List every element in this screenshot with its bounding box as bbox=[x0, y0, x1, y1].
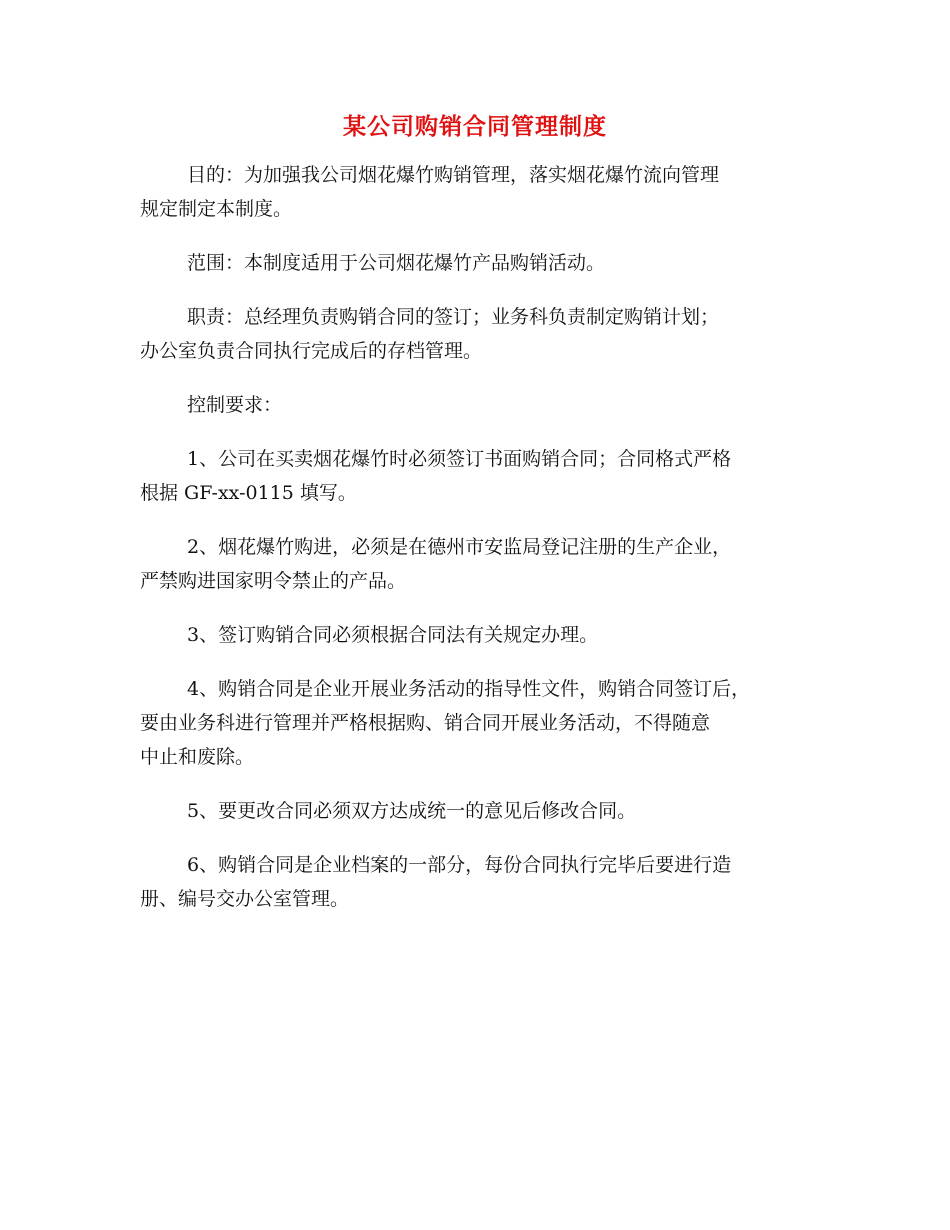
paragraph-item-5 bbox=[140, 794, 820, 828]
paragraph-line: 根据 GF-xx-0115 填写。 bbox=[140, 482, 357, 504]
paragraph-line: 目的：为加强我公司烟花爆竹购销管理，落实烟花爆竹流向管理 bbox=[187, 164, 720, 186]
paragraph-line: 规定制定本制度。 bbox=[140, 198, 293, 220]
paragraph-line: 4、购销合同是企业开展业务活动的指导性文件，购销合同签订后， bbox=[187, 678, 751, 700]
paragraph-item-1 bbox=[140, 442, 820, 510]
paragraph-item-3 bbox=[140, 618, 820, 652]
paragraph-line: 中止和废除。 bbox=[140, 746, 255, 768]
paragraph-item-2 bbox=[140, 530, 820, 598]
paragraph-line: 严禁购进国家明令禁止的产品。 bbox=[140, 570, 407, 592]
paragraph-line: 要由业务科进行管理并严格根据购、销合同开展业务活动，不得随意 bbox=[140, 712, 711, 734]
paragraph-responsibility bbox=[140, 300, 820, 368]
paragraph-line: 2、烟花爆竹购进，必须是在德州市安监局登记注册的生产企业， bbox=[187, 536, 732, 558]
paragraph-line: 3、签订购销合同必须根据合同法有关规定办理。 bbox=[187, 624, 599, 646]
paragraph-line: 范围：本制度适用于公司烟花爆竹产品购销活动。 bbox=[187, 252, 606, 274]
paragraph-line: 办公室负责合同执行完成后的存档管理。 bbox=[140, 340, 483, 362]
paragraph-item-4 bbox=[140, 672, 820, 774]
paragraph-line: 职责：总经理负责购销合同的签订；业务科负责制定购销计划； bbox=[187, 306, 720, 328]
paragraph-purpose bbox=[140, 158, 820, 226]
paragraph-line: 5、要更改合同必须双方达成统一的意见后修改合同。 bbox=[187, 800, 637, 822]
paragraph-line: 册、编号交办公室管理。 bbox=[140, 888, 350, 910]
paragraph-line: 控制要求： bbox=[187, 394, 283, 416]
paragraph-scope bbox=[140, 246, 820, 280]
document-body bbox=[140, 158, 820, 936]
paragraph-item-6 bbox=[140, 848, 820, 916]
paragraph-line: 1、公司在买卖烟花爆竹时必须签订书面购销合同；合同格式严格 bbox=[187, 448, 732, 470]
paragraph-line: 6、购销合同是企业档案的一部分，每份合同执行完毕后要进行造 bbox=[187, 854, 732, 876]
paragraph-control-heading bbox=[140, 388, 820, 422]
document-title: 某公司购销合同管理制度 bbox=[343, 113, 607, 140]
